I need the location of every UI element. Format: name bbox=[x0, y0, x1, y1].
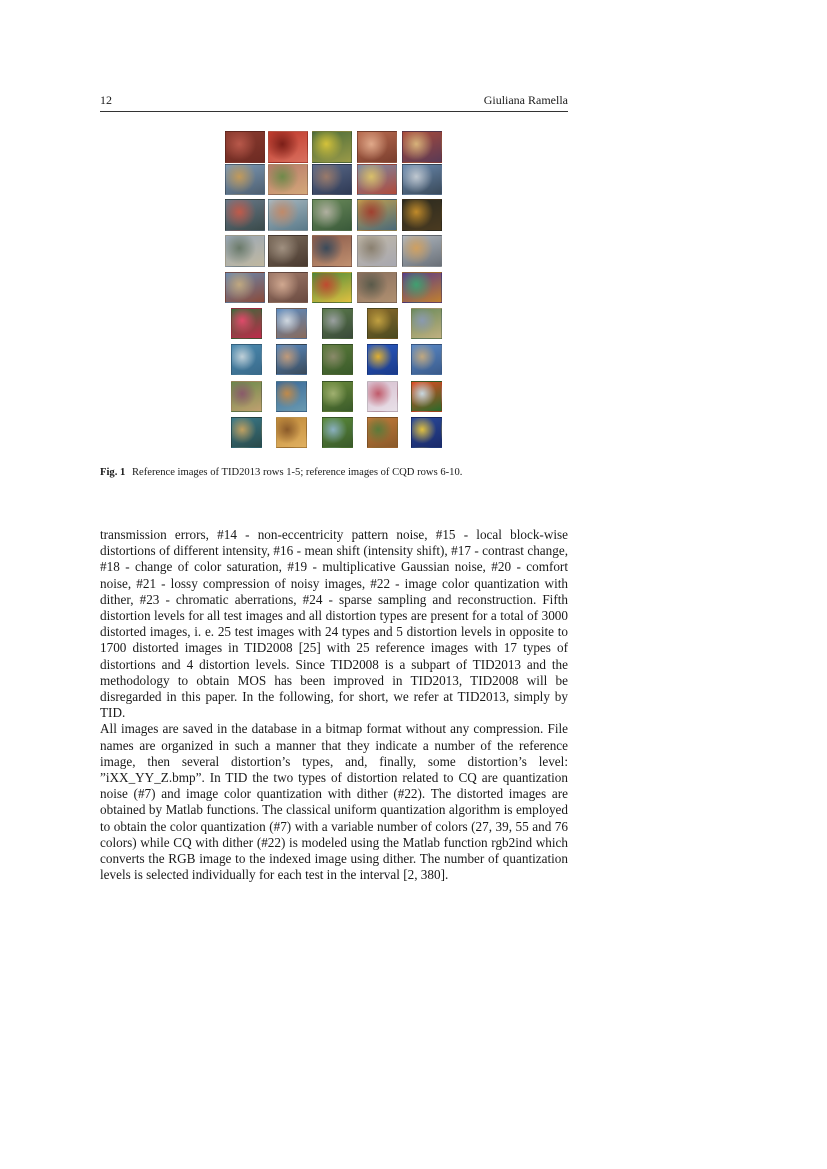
figure-thumbnail bbox=[231, 417, 262, 448]
figure-thumbnail bbox=[225, 131, 265, 163]
figure-thumbnail bbox=[357, 199, 397, 231]
page-number: 12 bbox=[100, 93, 112, 107]
figure-caption-text: Reference images of TID2013 rows 1-5; reference images of CQD rows 6-10. bbox=[131, 467, 463, 478]
figure-thumbnail bbox=[402, 199, 442, 231]
figure-thumbnail bbox=[411, 308, 442, 339]
figure-thumbnail bbox=[322, 308, 353, 339]
figure-thumbnail bbox=[312, 199, 352, 231]
figure-thumbnail bbox=[411, 417, 442, 448]
figure-thumbnail bbox=[276, 344, 307, 375]
figure-thumbnail bbox=[231, 381, 262, 412]
figure-thumbnail bbox=[231, 344, 262, 375]
figure-thumbnail bbox=[268, 164, 308, 195]
figure-thumbnail bbox=[357, 164, 397, 195]
figure-thumbnail bbox=[322, 344, 353, 375]
figure-thumbnail bbox=[357, 235, 397, 267]
running-head-author: Giuliana Ramella bbox=[483, 93, 568, 107]
figure-thumbnail bbox=[268, 131, 308, 163]
figure-thumbnail bbox=[357, 131, 397, 163]
figure-caption-label: Fig. 1 bbox=[100, 467, 126, 478]
figure-thumbnail bbox=[225, 235, 265, 267]
figure-thumbnail bbox=[225, 199, 265, 231]
figure-caption bbox=[100, 466, 568, 480]
figure-thumbnail bbox=[312, 235, 352, 267]
figure-thumbnail bbox=[268, 199, 308, 231]
figure-thumbnail bbox=[276, 417, 307, 448]
figure-thumbnail bbox=[276, 308, 307, 339]
figure-image-grid bbox=[0, 0, 827, 460]
figure-thumbnail bbox=[411, 381, 442, 412]
figure-thumbnail bbox=[322, 381, 353, 412]
figure-thumbnail bbox=[312, 131, 352, 163]
figure-thumbnail bbox=[225, 272, 265, 303]
figure-thumbnail bbox=[357, 272, 397, 303]
figure-thumbnail bbox=[268, 235, 308, 267]
figure-thumbnail bbox=[367, 308, 398, 339]
figure-thumbnail bbox=[402, 164, 442, 195]
figure-thumbnail bbox=[276, 381, 307, 412]
figure-thumbnail bbox=[367, 417, 398, 448]
figure-thumbnail bbox=[231, 308, 262, 339]
figure-thumbnail bbox=[367, 344, 398, 375]
figure-thumbnail bbox=[402, 272, 442, 303]
figure-thumbnail bbox=[322, 417, 353, 448]
figure-thumbnail bbox=[268, 272, 308, 303]
figure-thumbnail bbox=[225, 164, 265, 195]
figure-thumbnail bbox=[367, 381, 398, 412]
figure-thumbnail bbox=[411, 344, 442, 375]
figure-thumbnail bbox=[312, 164, 352, 195]
body-paragraph-2: All images are saved in the database in a bitmap format without any compression. File names are organized in such a manner that they indicate a number of the reference image, then several distortion’s types, and, finally, some distortion’s level: ”iXX_YY_Z.bmp”. In TID the two types of distortion related to CQ are quantization noise (#7) and image color quantization with dither (#22). The distorted images are obtained by Matlab functions. The classical uniform quantization algorithm is employed to obtain the color quantization (#7) with a variable number of colors (27, 39, 55 and 76 colors) while CQ with dither (#22) is modeled using the Matlab function rgb2ind which converts the RGB image to the indexed image using dither. The number of quantization levels is selected individually for each test in the interval [2, 380]. bbox=[100, 721, 568, 883]
figure-thumbnail bbox=[402, 235, 442, 267]
body-text bbox=[100, 527, 568, 883]
body-paragraph-1: transmission errors, #14 - non-eccentricity pattern noise, #15 - local block-wise distortions of different intensity, #16 - mean shift (intensity shift), #17 - contrast change, #18 - change of color saturation, #19 - multiplicative Gaussian noise, #20 - comfort noise, #21 - lossy compression of noisy images, #22 - image color quantization with dither, #23 - chromatic aberrations, #24 - sparse sampling and reconstruction. Fifth distortion levels for all test images and all distortion types are present for a total of 3000 distorted images, i. e. 25 test images with 24 types and 5 distortion levels in opposite to 1700 distorted images in TID2008 [25] with 25 reference images with 17 types of distortions and 4 distortion levels. Since TID2008 is a subpart of TID2013 and the methodology to obtain MOS has been improved in TID2013, TID2008 will be disregarded in this paper. In the following, for short, we refer at TID2013, simply by TID. bbox=[100, 527, 568, 721]
figure-thumbnail bbox=[312, 272, 352, 303]
figure-thumbnail bbox=[402, 131, 442, 163]
